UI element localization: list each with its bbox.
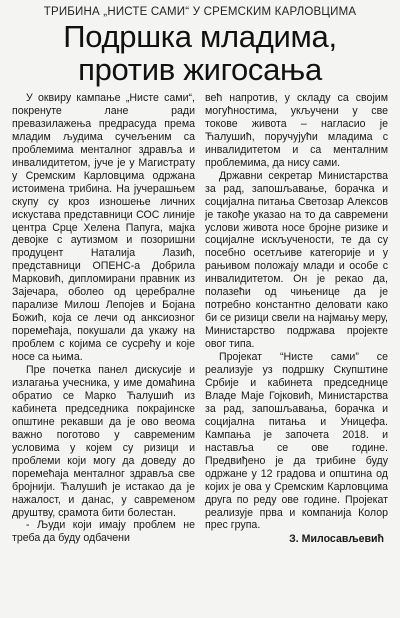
article-body bbox=[12, 92, 388, 546]
right-column bbox=[205, 92, 388, 546]
paragraph: Пре почетка панел дискусије и излагања учесника, у име домаћина обратио се Марко Ћалушић из кабинета председника покрајинске општине рекавши да је ово веома важно поготово у савременим условима у којем су ризици и проблеми који могу да доведу до поремећаја менталног здравља све бројнији. Ћалушић је истакао да је нажалост, и данас, у савременом друштву, срамота бити болестан. bbox=[12, 364, 195, 519]
paragraph: У оквиру кампање „Нисте сами“, покренуте лане ради превазилажења предрасуда према младим људима сучељеним са проблемима менталног здравља и инвалидитетом, јуче је у Магистрату у Сремским Карловцима одржана истоимена трибина. На јучерашњем скупу су кроз изношење личних искустава представници СОС линије центра Срце Хелена Папуга, мајка девојке с аутизмом и позоришни продуцент Наталија Лазић, представници ОПЕНС-а Добрила Марковић, дипломирани правник из Зајечара, оболео од церебралне парализе Милош Лепојев и Бојана Божић, која се лечи од анксиозног поремећаја, покушали да укажу на проблем с којима се сусрећу и које носе са њима. bbox=[12, 92, 195, 364]
byline: З. Милосављевић bbox=[289, 533, 384, 546]
paragraph: - Људи који имају проблем не треба да буду одбачени bbox=[12, 519, 195, 545]
left-column bbox=[12, 92, 195, 546]
headline-line-1: Подршка младима, bbox=[63, 19, 337, 54]
article-kicker: ТРИБИНА „НИСТЕ САМИ“ У СРЕМСКИМ КАРЛОВЦИМА bbox=[43, 6, 357, 18]
article-headline bbox=[12, 20, 388, 86]
paragraph: већ напротив, у складу са својим могућностима, укључени у све токове живота – нагласио је Ћалушић, поручујући младима с инвалидитетом и са менталним проблемима, да нису сами. bbox=[205, 92, 388, 169]
paragraph: Државни секретар Министарства за рад, запошљавање, борачка и социјална питања Светозар Алексов је такође указао на то да савремени услови живота носе бројне ризике и социјалне искључености, те да су посебно осетљиве категорије и у рањивом положају млади и особе с инвалидитетом. Он је рекао да, полазећи од чињенице да је потребно константно деловати како би се ризици свели на најмању меру, Министарство подржава пројекте овог типа. bbox=[205, 169, 388, 351]
paragraph: Пројекат “Нисте сами” се реализује уз подршку Скупштине Србије и кабинета председнице Владе Маје Гојковић, Министарства за рад, запошљавања, борачка и социјална питања и Уницефа. Кампања је започета 2018. и наставља се ове године. Предвиђено је да трибине буду одржане у 12 градова и општина од којих је ова у Сремским Карловцима друга по реду ове године. Пројекат реализује прва и компанија Колор прес група. bbox=[205, 351, 388, 532]
headline-line-2: против жигосања bbox=[78, 52, 322, 87]
